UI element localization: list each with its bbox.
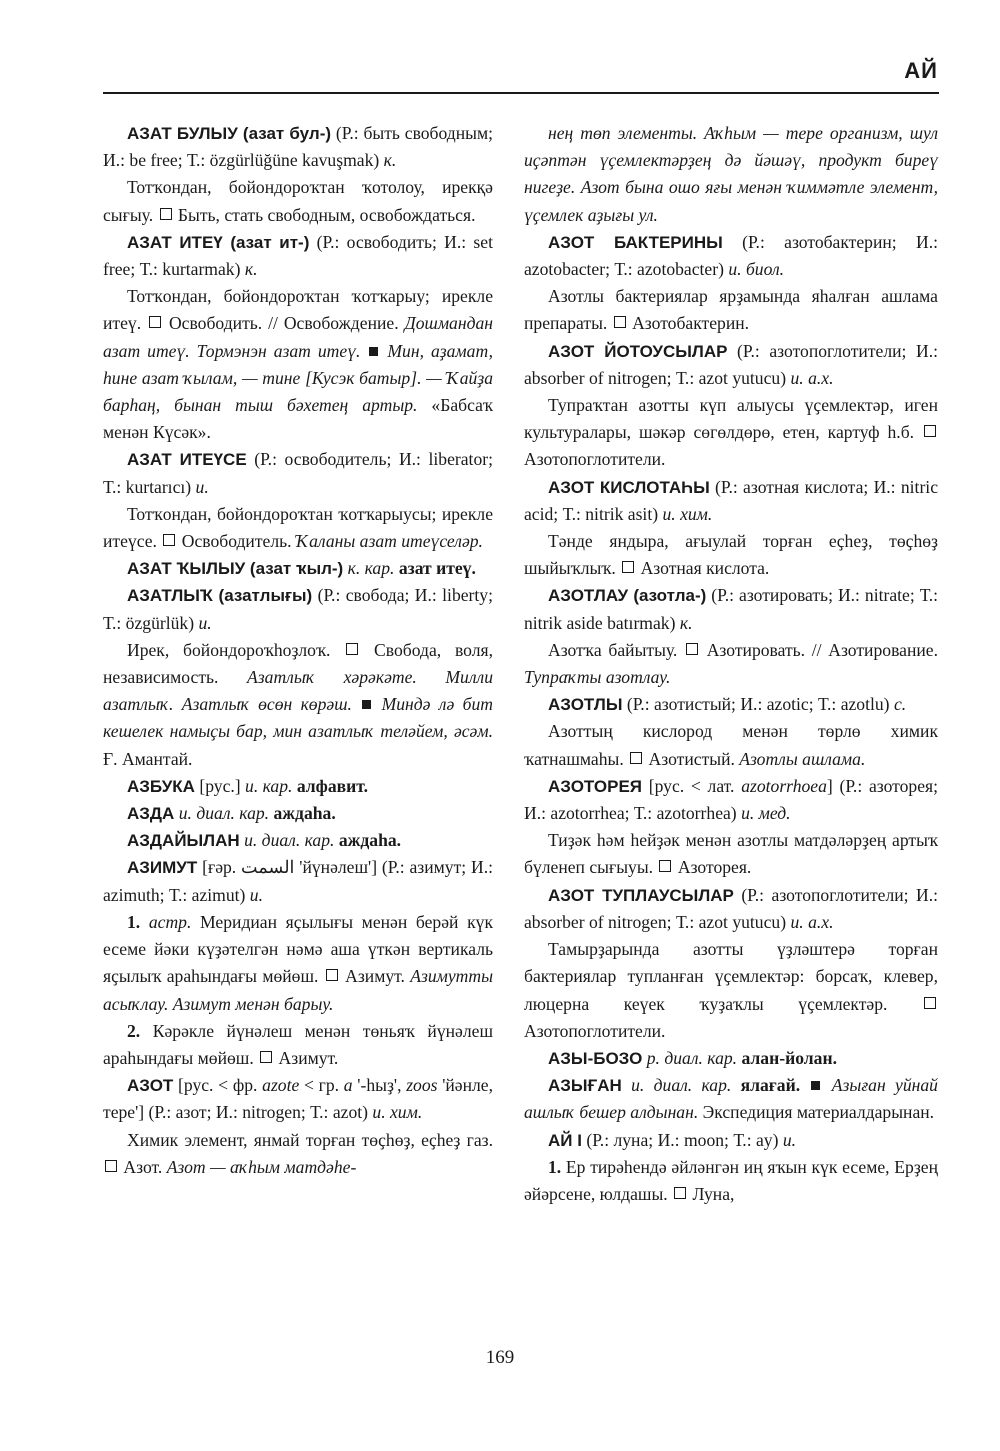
bold-text: ялағай. (740, 1075, 801, 1096)
dictionary-entry (103, 854, 493, 908)
italic-text: и. диал. кар. (178, 803, 270, 824)
entry-text: Тотҡондан, бойондороҡтан ҡотолоу, ирекқә сығыу. (103, 177, 493, 225)
bold-text: алан-йолан. (741, 1047, 838, 1068)
entry-text: [ғәр. السمت 'йүнәлеш'] (Р.: азимут; И.: azimuth; Т.: azimut) (103, 857, 493, 905)
translation-marker-icon (260, 1051, 272, 1063)
entry-paragraph (524, 637, 938, 691)
headword: АЗОТ (127, 1076, 174, 1096)
headword: АЗАТ БУЛЫУ (азат бул-) (127, 124, 332, 143)
headword: АЗОТ ЙОТОУСЫЛАР (548, 341, 728, 361)
translation-marker-icon (160, 208, 172, 220)
italic-text: Азатлыҡ хәрәкәте. Милли азатлыҡ. Азатлыҡ өсөн көрәш. (103, 667, 493, 715)
entry-text: < гр. (299, 1075, 344, 1096)
entry-text: Кәрәкле йүнәлеш менән төньяҡ йүнәлеш араһындағы мөйөш. (103, 1020, 493, 1068)
bold-text: азат итеү. (398, 558, 476, 579)
italic-text: Азот — аҡһым матдәһе- (166, 1156, 357, 1177)
translation-marker-icon (163, 534, 175, 546)
translation-marker-icon (686, 643, 698, 655)
headword: АЗДА (127, 804, 175, 824)
citation-marker-icon (369, 347, 378, 356)
citation-marker-icon (811, 1081, 820, 1090)
italic-text: Азыған уйнай ашлыҡ бешер алдынан. (524, 1075, 938, 1123)
dictionary-entry (103, 229, 493, 283)
headword: АЗАТЛЫҠ (азатлығы) (127, 586, 313, 606)
italic-text: Азотлы ашлама. (739, 748, 866, 769)
italic-text: к. (244, 259, 258, 280)
entry-text: Освободитель. (177, 531, 296, 552)
entry-text: Тотҡондан, бойондороҡтан ҡотҡарыусы; ирекле итеүсе. (103, 503, 493, 552)
entry-text: (Р.: азотопоглотители; И.: absorber of nitrogen; Т.: azot yutucu) (524, 340, 938, 388)
entry-text: Экспедиция материалдарынан. (698, 1102, 935, 1123)
italic-text: и. диал. кар. (631, 1075, 732, 1096)
headword: АЗОТОРЕЯ (548, 776, 643, 796)
italic-text: к. кар. (347, 558, 395, 579)
entry-text: Освободить. // Освобождение. (163, 313, 405, 334)
entry-text: (Р.: свобода; И.: liberty; Т.: özgürlük) (103, 585, 493, 633)
right-column (524, 120, 938, 1208)
page-number: 169 (485, 1347, 515, 1368)
italic-text: и. мед. (741, 803, 791, 824)
entry-text: Азоторея. (673, 857, 752, 878)
entry-text: Тупраҡтан азотты күп алыусы үҫемлектәр, иген культуралары, шәкәр сөгөлдөрө, етен, картуф һ.б. (524, 395, 938, 443)
italic-text: и. а.х. (790, 911, 834, 932)
italic-text: к. (679, 612, 693, 633)
entry-text: Ғ. Амантай. (103, 748, 193, 769)
entry-text: Ирек, бойондороҡһоҙлоҡ. (127, 639, 345, 660)
entry-text: Химик элемент, янмай торған төҫһөҙ, еҫһеҙ газ. (127, 1129, 493, 1150)
dictionary-entry (524, 882, 938, 936)
italic-text: azote (262, 1075, 300, 1096)
dictionary-entry (524, 338, 938, 392)
entry-paragraph (103, 637, 493, 773)
entry-paragraph (524, 718, 938, 772)
entry-text: Азотировать. // Азотирование. (700, 639, 938, 660)
italic-text: azotorrhoea (741, 775, 827, 796)
italic-text: и. биол. (728, 259, 785, 280)
headword: АЗБУКА (127, 776, 195, 796)
entry-text: 'йәнле, тере'] (Р.: азот; И.: nitrogen; Т.: azot) (103, 1075, 493, 1123)
running-head: АЙ (904, 58, 938, 83)
bold-text: 2. (127, 1020, 153, 1041)
translation-marker-icon (105, 1160, 117, 1172)
entry-paragraph (524, 392, 938, 474)
entry-text: (Р.: азотистый; И.: azotic; Т.: azotlu) (622, 694, 894, 715)
entry-text: (Р.: азотировать; И.: nitrate; Т.: nitrik aside batırmak) (524, 585, 939, 633)
entry-paragraph (524, 827, 938, 881)
translation-marker-icon (614, 316, 626, 328)
headword: АЗОТ ТУПЛАУСЫЛАР (548, 885, 734, 905)
entry-text: (Р.: освободить; И.: set free; Т.: kurtarmak) (103, 231, 493, 280)
bold-text: алфавит. (296, 775, 368, 796)
dictionary-entry (524, 773, 938, 827)
dictionary-entry (524, 474, 938, 528)
headword: АЗАТ ҠЫЛЫУ (азат ҡыл-) (127, 559, 344, 579)
entry-text: Азотлы бактериялар ярҙамында яһалған ашлама препараты. (524, 286, 938, 334)
italic-text: и. а.х. (790, 367, 834, 388)
dictionary-entry (103, 582, 493, 636)
entry-text: Азотная кислота. (636, 558, 770, 579)
entry-paragraph (103, 174, 493, 228)
headword: АЗИМУТ (127, 858, 198, 878)
entry-text: (Р.: азотопоглотители; И.: absorber of nitrogen; Т.: azot yutucu) (524, 884, 938, 932)
entry-paragraph (103, 1018, 493, 1072)
dictionary-entry (103, 773, 493, 800)
entry-text: [рус. < фр. (173, 1075, 263, 1096)
translation-marker-icon (630, 752, 642, 764)
headword: АЗОТЛЫ (548, 695, 623, 715)
citation-marker-icon (362, 700, 371, 709)
entry-text: (Р.: быть свободным; И.: be free; Т.: özgürlüğüne kavuşmak) (103, 123, 493, 171)
dictionary-entry (103, 446, 493, 500)
entry-text: [рус.] (194, 775, 246, 796)
entry-text: Азоттың кислород менән төрлө химик ҡатнашмаһы. (524, 721, 938, 769)
italic-text: zoos (406, 1075, 438, 1096)
entry-text: Тотҡондан, бойондороҡтан ҡотҡарыу; ирекле итеү. (103, 286, 493, 334)
headword: АЗАТ ИТЕҮСЕ (127, 450, 247, 470)
dictionary-entry (103, 1072, 493, 1126)
dictionary-entry (524, 691, 938, 718)
entry-text: Азот. (119, 1156, 167, 1177)
entry-paragraph (103, 501, 493, 555)
bold-text: 1. (127, 911, 149, 932)
italic-text: и. хим. (372, 1102, 423, 1123)
entry-text (373, 694, 381, 714)
entry-text: Ер тирәһендә әйләнгән иң яҡын күк есеме, Ерҙең әйәрсене, юлдашы. (524, 1156, 938, 1204)
translation-marker-icon (924, 425, 936, 437)
headword: АЗАТ ИТЕҮ (азат ит-) (127, 232, 310, 252)
entry-text (622, 1075, 631, 1095)
left-column (103, 120, 493, 1181)
italic-text: астр. (148, 911, 192, 932)
dictionary-entry (524, 582, 938, 636)
entry-paragraph (524, 528, 938, 582)
headword: АЗЫ-БОЗО (548, 1048, 643, 1068)
entry-text (800, 1075, 809, 1095)
headword: АЙ I (548, 1130, 582, 1150)
headword: АЗЫҒАН (548, 1076, 622, 1096)
entry-text: Азотистый. (644, 748, 740, 769)
entry-paragraph (103, 1127, 493, 1181)
headword: АЗОТ БАКТЕРИНЫ (548, 232, 723, 252)
entry-text: Тәнде яндыра, ағыулай торған еҫһеҙ, төҫһөҙ шыйыҡлыҡ. (524, 531, 938, 579)
italic-text: и. диал. кар. (244, 830, 335, 851)
translation-marker-icon (346, 643, 358, 655)
entry-text: (Р.: луна; И.: moon; Т.: ay) (581, 1129, 783, 1150)
entry-paragraph (524, 936, 938, 1045)
entry-text: Луна, (688, 1183, 735, 1204)
entry-text: Азотопоглотители. (524, 1020, 666, 1041)
entry-text: ] (Р.: азоторея; И.: azotorrhea; Т.: azotorrhea) (524, 775, 938, 824)
dictionary-entry (103, 555, 493, 582)
headword: АЗОТ КИСЛОТАҺЫ (548, 477, 710, 497)
italic-text: и. (249, 884, 263, 905)
entry-paragraph (524, 283, 938, 337)
italic-text: и. (782, 1129, 797, 1150)
dictionary-entry (103, 800, 493, 827)
entry-text: Быть, стать свободным, освобождаться. (173, 204, 476, 225)
italic-text: Миндә лә бит кешелек намыҫы бар, мин азатлыҡ теләйем, әсәм. (103, 694, 493, 742)
entry-paragraph (524, 1154, 938, 1208)
entry-text (822, 1075, 831, 1095)
entry-text: (Р.: азотобактерин; И.: azotobacter; Т.: azotobacter) (524, 231, 938, 280)
italic-text: р. диал. кар. (646, 1047, 738, 1068)
dictionary-entry (524, 1045, 938, 1072)
entry-text (731, 1075, 740, 1095)
entry-text: Тамырҙарында азотты үҙләштерә торған бактериялар тупланған үҫемлектәр: борсаҡ, клевер, люцерна кеүек ҡуҙаҡлы үҫемлектәр. (524, 939, 938, 1014)
translation-marker-icon (659, 860, 671, 872)
italic-text: Дошмандан азат итеү. Тормэнэн азат итеү. (103, 313, 493, 361)
italic-text: и. кар. (245, 775, 293, 796)
italic-text: и. (195, 476, 209, 497)
dictionary-entry (103, 827, 493, 854)
italic-text: Азимутты асыҡлау. Азимут менән барыу. (103, 966, 494, 1014)
translation-marker-icon (674, 1187, 686, 1199)
translation-marker-icon (326, 969, 338, 981)
entry-paragraph (103, 283, 493, 446)
entry-text (352, 694, 360, 714)
translation-marker-icon (622, 561, 634, 573)
headword: АЗДАЙЫЛАН (127, 831, 240, 851)
entry-text: Азотобактерин. (627, 313, 750, 334)
entry-text: Тиҙәк һәм һейҙәк менән азотлы матдәләрҙең артыҡ бүленеп сығыуы. (524, 830, 938, 878)
bold-text: аждаһа. (273, 803, 336, 824)
italic-text: Тупраҡты азотлау. (524, 667, 671, 688)
entry-paragraph (103, 909, 493, 1018)
header-rule (103, 92, 939, 94)
entry-text: Свобода, воля, независимость. (103, 639, 493, 688)
dictionary-entry (524, 1072, 938, 1126)
italic-text: Мин, аҙамат, һине азат ҡылам, — тине [Кусэк батыр]. — Ҡайҙа барһаң, бынан тыш бәхетең артыр. (103, 340, 493, 416)
italic-text: a (343, 1075, 353, 1096)
entry-text: Азотопоглотители. (524, 449, 666, 470)
entry-text: Азимут. (274, 1047, 339, 1068)
entry-text: Меридиан яҫылығы менән берәй күк есеме йәки күҙәтелгән нәмә аша үткән вертикаль яҫылыҡ араһындағы мөйөш. (103, 911, 493, 987)
entry-text: Азимут. (339, 966, 411, 987)
entry-text: «Бабсаҡ менән Күсәк». (103, 395, 494, 443)
translation-marker-icon (149, 316, 161, 328)
entry-text: '-һыҙ', (352, 1075, 407, 1096)
entry-paragraph (524, 120, 938, 229)
entry-text (360, 341, 367, 361)
italic-text: Ҡаланы азат итеүселәр. (295, 531, 483, 552)
dictionary-entry (524, 1127, 938, 1154)
italic-text: к. (383, 150, 397, 171)
italic-text: и. (198, 612, 212, 633)
italic-text: с. (893, 694, 907, 715)
entry-text: [рус. < лат. (642, 775, 742, 796)
entry-text: (Р.: азотная кислота; И.: nitric acid; Т.: nitrik asit) (524, 476, 938, 524)
entry-text: (Р.: освободитель; И.: liberator; Т.: kurtarıcı) (103, 449, 493, 497)
entry-text: Азотҡа байытыу. (548, 639, 685, 660)
italic-text: и. хим. (662, 503, 713, 524)
dictionary-entry (524, 229, 938, 283)
bold-text: аждаһа. (338, 830, 402, 851)
headword: АЗОТЛАУ (азотла-) (548, 586, 707, 606)
bold-text: 1. (548, 1156, 566, 1177)
translation-marker-icon (924, 997, 936, 1009)
dictionary-entry (103, 120, 493, 174)
italic-text: нең төп элементы. Аҡһым — тере организм, шул иҫәптән үҫемлектәрҙең дә йәшәү, продукт биреү нигеҙе. Азот бына ошо яғы менән ҡиммәтле элемент, үҫемлек аҙығы ул. (524, 123, 938, 225)
